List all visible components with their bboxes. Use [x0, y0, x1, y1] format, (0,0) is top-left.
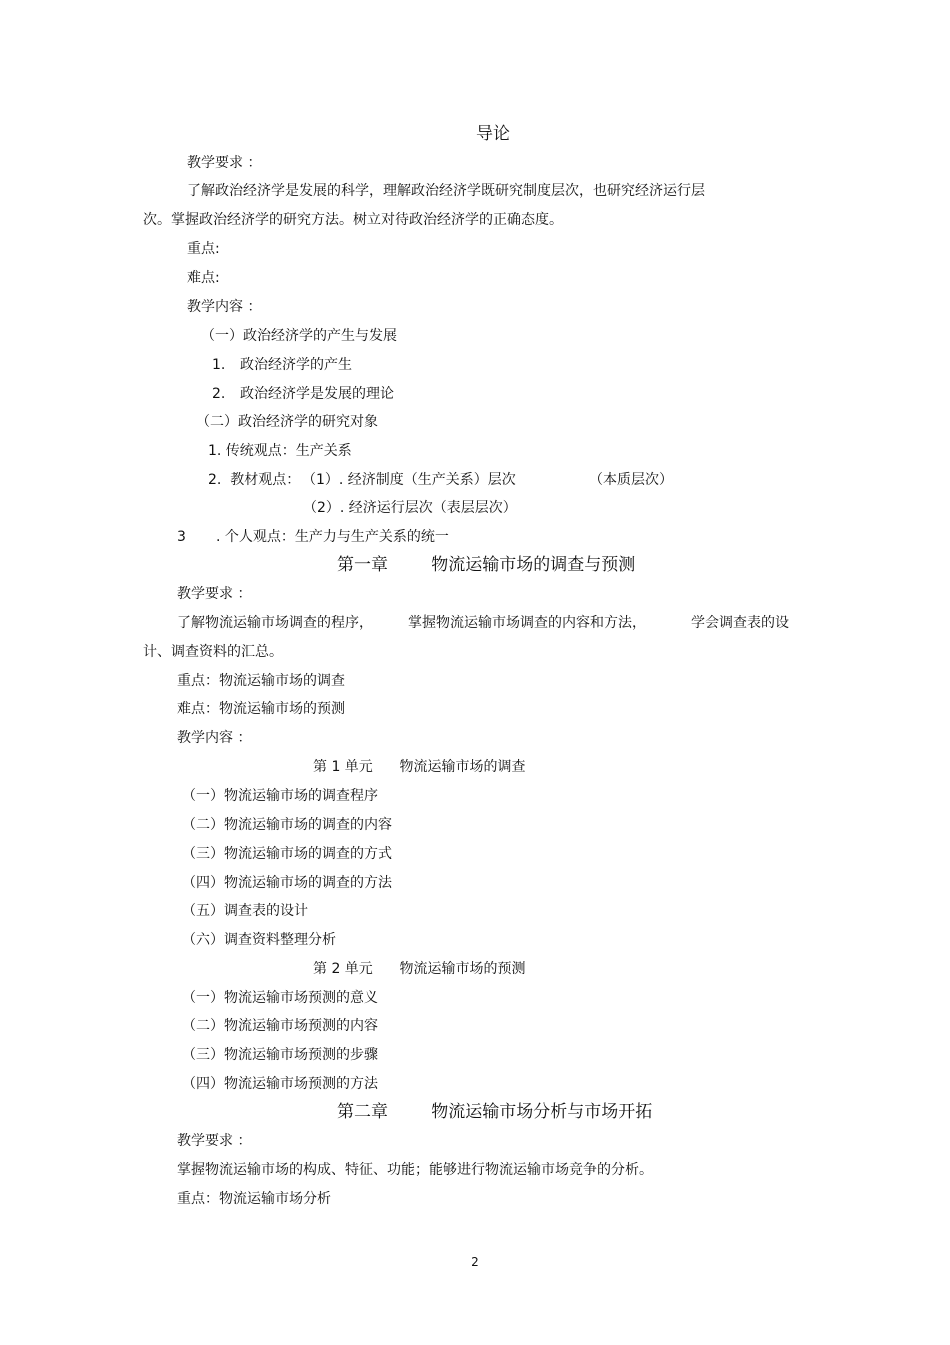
intro-content-label: 教学内容 ： — [187, 299, 262, 315]
intro-req-label: 教学要求 ： — [187, 155, 262, 171]
intro-sec2-3-num: 3 — [177, 529, 186, 545]
intro-sec1-2-num: 2. — [212, 386, 226, 402]
ch1-unit1-item: （一）物流运输市场的调查程序 — [182, 788, 378, 804]
ch2-key: 重点：物流运输市场分析 — [177, 1191, 331, 1207]
ch1-req-a: 了解物流运输市场调查的程序， — [177, 615, 373, 631]
ch1-req-line2: 计、调查资料的汇总。 — [143, 644, 283, 660]
ch1-unit2-heading: 第 2 单元 物流运输市场的预测 — [313, 961, 526, 977]
ch1-unit1-item: （三）物流运输市场的调查的方式 — [182, 846, 392, 862]
intro-sec1-1: 政治经济学的产生 — [240, 357, 352, 373]
ch1-unit2-item: （一）物流运输市场预测的意义 — [182, 990, 378, 1006]
page-number: 2 — [471, 1255, 479, 1269]
intro-sec2-2-c: （本质层次） — [589, 472, 673, 488]
ch2-req: 掌握物流运输市场的构成、特征、功能；能够进行物流运输市场竞争的分析。 — [177, 1162, 653, 1178]
intro-diff-label: 难点: — [187, 270, 220, 286]
ch1-unit2-item: （二）物流运输市场预测的内容 — [182, 1018, 378, 1034]
ch1-unit2-item: （三）物流运输市场预测的步骤 — [182, 1047, 378, 1063]
intro-title: 导论 — [476, 124, 510, 144]
ch1-unit1-item: （四）物流运输市场的调查的方法 — [182, 875, 392, 891]
ch1-req-c: 学会调查表的设 — [691, 615, 789, 631]
ch1-diff: 难点：物流运输市场的预测 — [177, 701, 345, 717]
intro-sec1-2: 政治经济学是发展的理论 — [240, 386, 394, 402]
intro-sec2-1: 1. 传统观点：生产关系 — [208, 443, 352, 459]
ch1-req-label: 教学要求 ： — [177, 586, 252, 602]
intro-sec2-2-b: （1）. 经济制度（生产关系）层次 — [302, 472, 516, 488]
ch1-unit1-heading: 第 1 单元 物流运输市场的调查 — [313, 759, 526, 775]
ch1-key: 重点：物流运输市场的调查 — [177, 673, 345, 689]
intro-sec2-2-d: （2）. 经济运行层次（表层层次） — [303, 500, 517, 516]
intro-sec2: （二）政治经济学的研究对象 — [196, 414, 378, 430]
ch1-title: 第一章 物流运输市场的调查与预测 — [337, 555, 636, 575]
ch2-req-label: 教学要求 ： — [177, 1133, 252, 1149]
ch1-content-label: 教学内容 ： — [177, 730, 252, 746]
intro-req-line1: 了解政治经济学是发展的科学，理解政治经济学既研究制度层次，也研究经济运行层 — [187, 183, 705, 199]
intro-req-line2: 次。掌握政治经济学的研究方法。树立对待政治经济学的正确态度。 — [143, 212, 563, 228]
intro-sec2-2-a: 2. 教材观点： — [208, 472, 301, 488]
intro-sec2-3: . 个人观点：生产力与生产关系的统一 — [216, 529, 449, 545]
intro-key-label: 重点: — [187, 241, 220, 257]
ch2-title: 第二章 物流运输市场分析与市场开拓 — [337, 1102, 653, 1122]
ch1-req-b: 掌握物流运输市场调查的内容和方法， — [408, 615, 646, 631]
intro-sec1: （一）政治经济学的产生与发展 — [201, 328, 397, 344]
ch1-unit2-item: （四）物流运输市场预测的方法 — [182, 1076, 378, 1092]
ch1-unit1-item: （五）调查表的设计 — [182, 903, 308, 919]
ch1-unit1-item: （二）物流运输市场的调查的内容 — [182, 817, 392, 833]
intro-sec1-1-num: 1. — [212, 357, 226, 373]
ch1-unit1-item: （六）调查资料整理分析 — [182, 932, 336, 948]
